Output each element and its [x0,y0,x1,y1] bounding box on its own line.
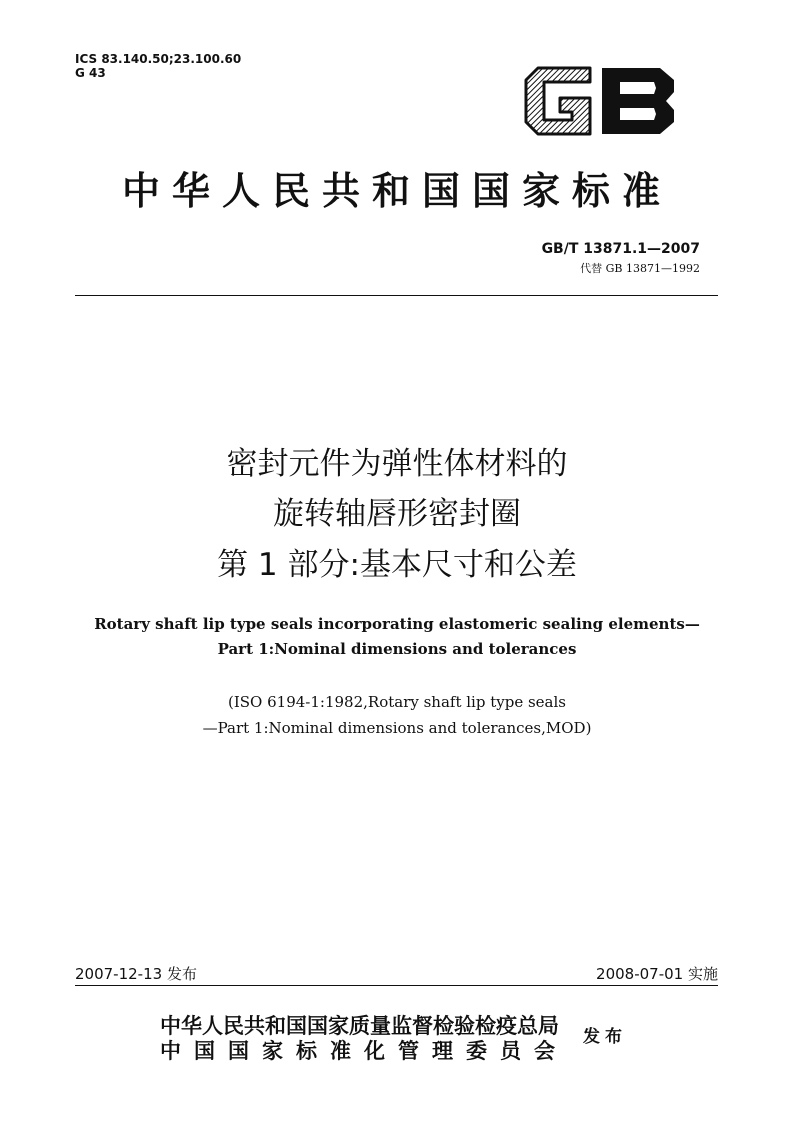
top-divider [75,295,718,296]
iso-reference-line-1: (ISO 6194-1:1982,Rotary shaft lip type seals [228,693,566,711]
issue-date: 2007-12-13 发布 [75,965,197,983]
cn-title-line-2: 旋转轴唇形密封圈 [273,496,521,532]
bottom-divider [75,985,718,986]
classification-block [75,52,241,80]
replaces-note: 代替 GB 13871—1992 [580,262,700,275]
issuer-sac: 中国国家标准化管理委员会 [160,1039,568,1063]
national-standard-title: 中华人民共和国国家标准 [121,169,672,213]
standard-code: GB/T 13871.1—2007 [541,241,700,257]
en-title-line-2: Part 1:Nominal dimensions and tolerances [217,640,577,658]
en-title-line-1: Rotary shaft lip type seals incorporating elastomeric sealing elements— [94,615,700,633]
issuer-aqsiq: 中华人民共和国国家质量监督检验检疫总局 [160,1014,559,1038]
cn-title-line-3: 第 1 部分:基本尺寸和公差 [217,547,577,583]
ics-code: ICS 83.140.50;23.100.60 [75,52,242,66]
publish-label: 发布 [583,1027,627,1047]
ccs-code: G 43 [75,66,106,80]
implementation-date: 2008-07-01 实施 [596,965,718,983]
gb-logo-icon [520,62,680,140]
cn-title-line-1: 密封元件为弹性体材料的 [226,446,568,482]
iso-reference-line-2: —Part 1:Nominal dimensions and tolerances,MOD) [202,719,592,737]
